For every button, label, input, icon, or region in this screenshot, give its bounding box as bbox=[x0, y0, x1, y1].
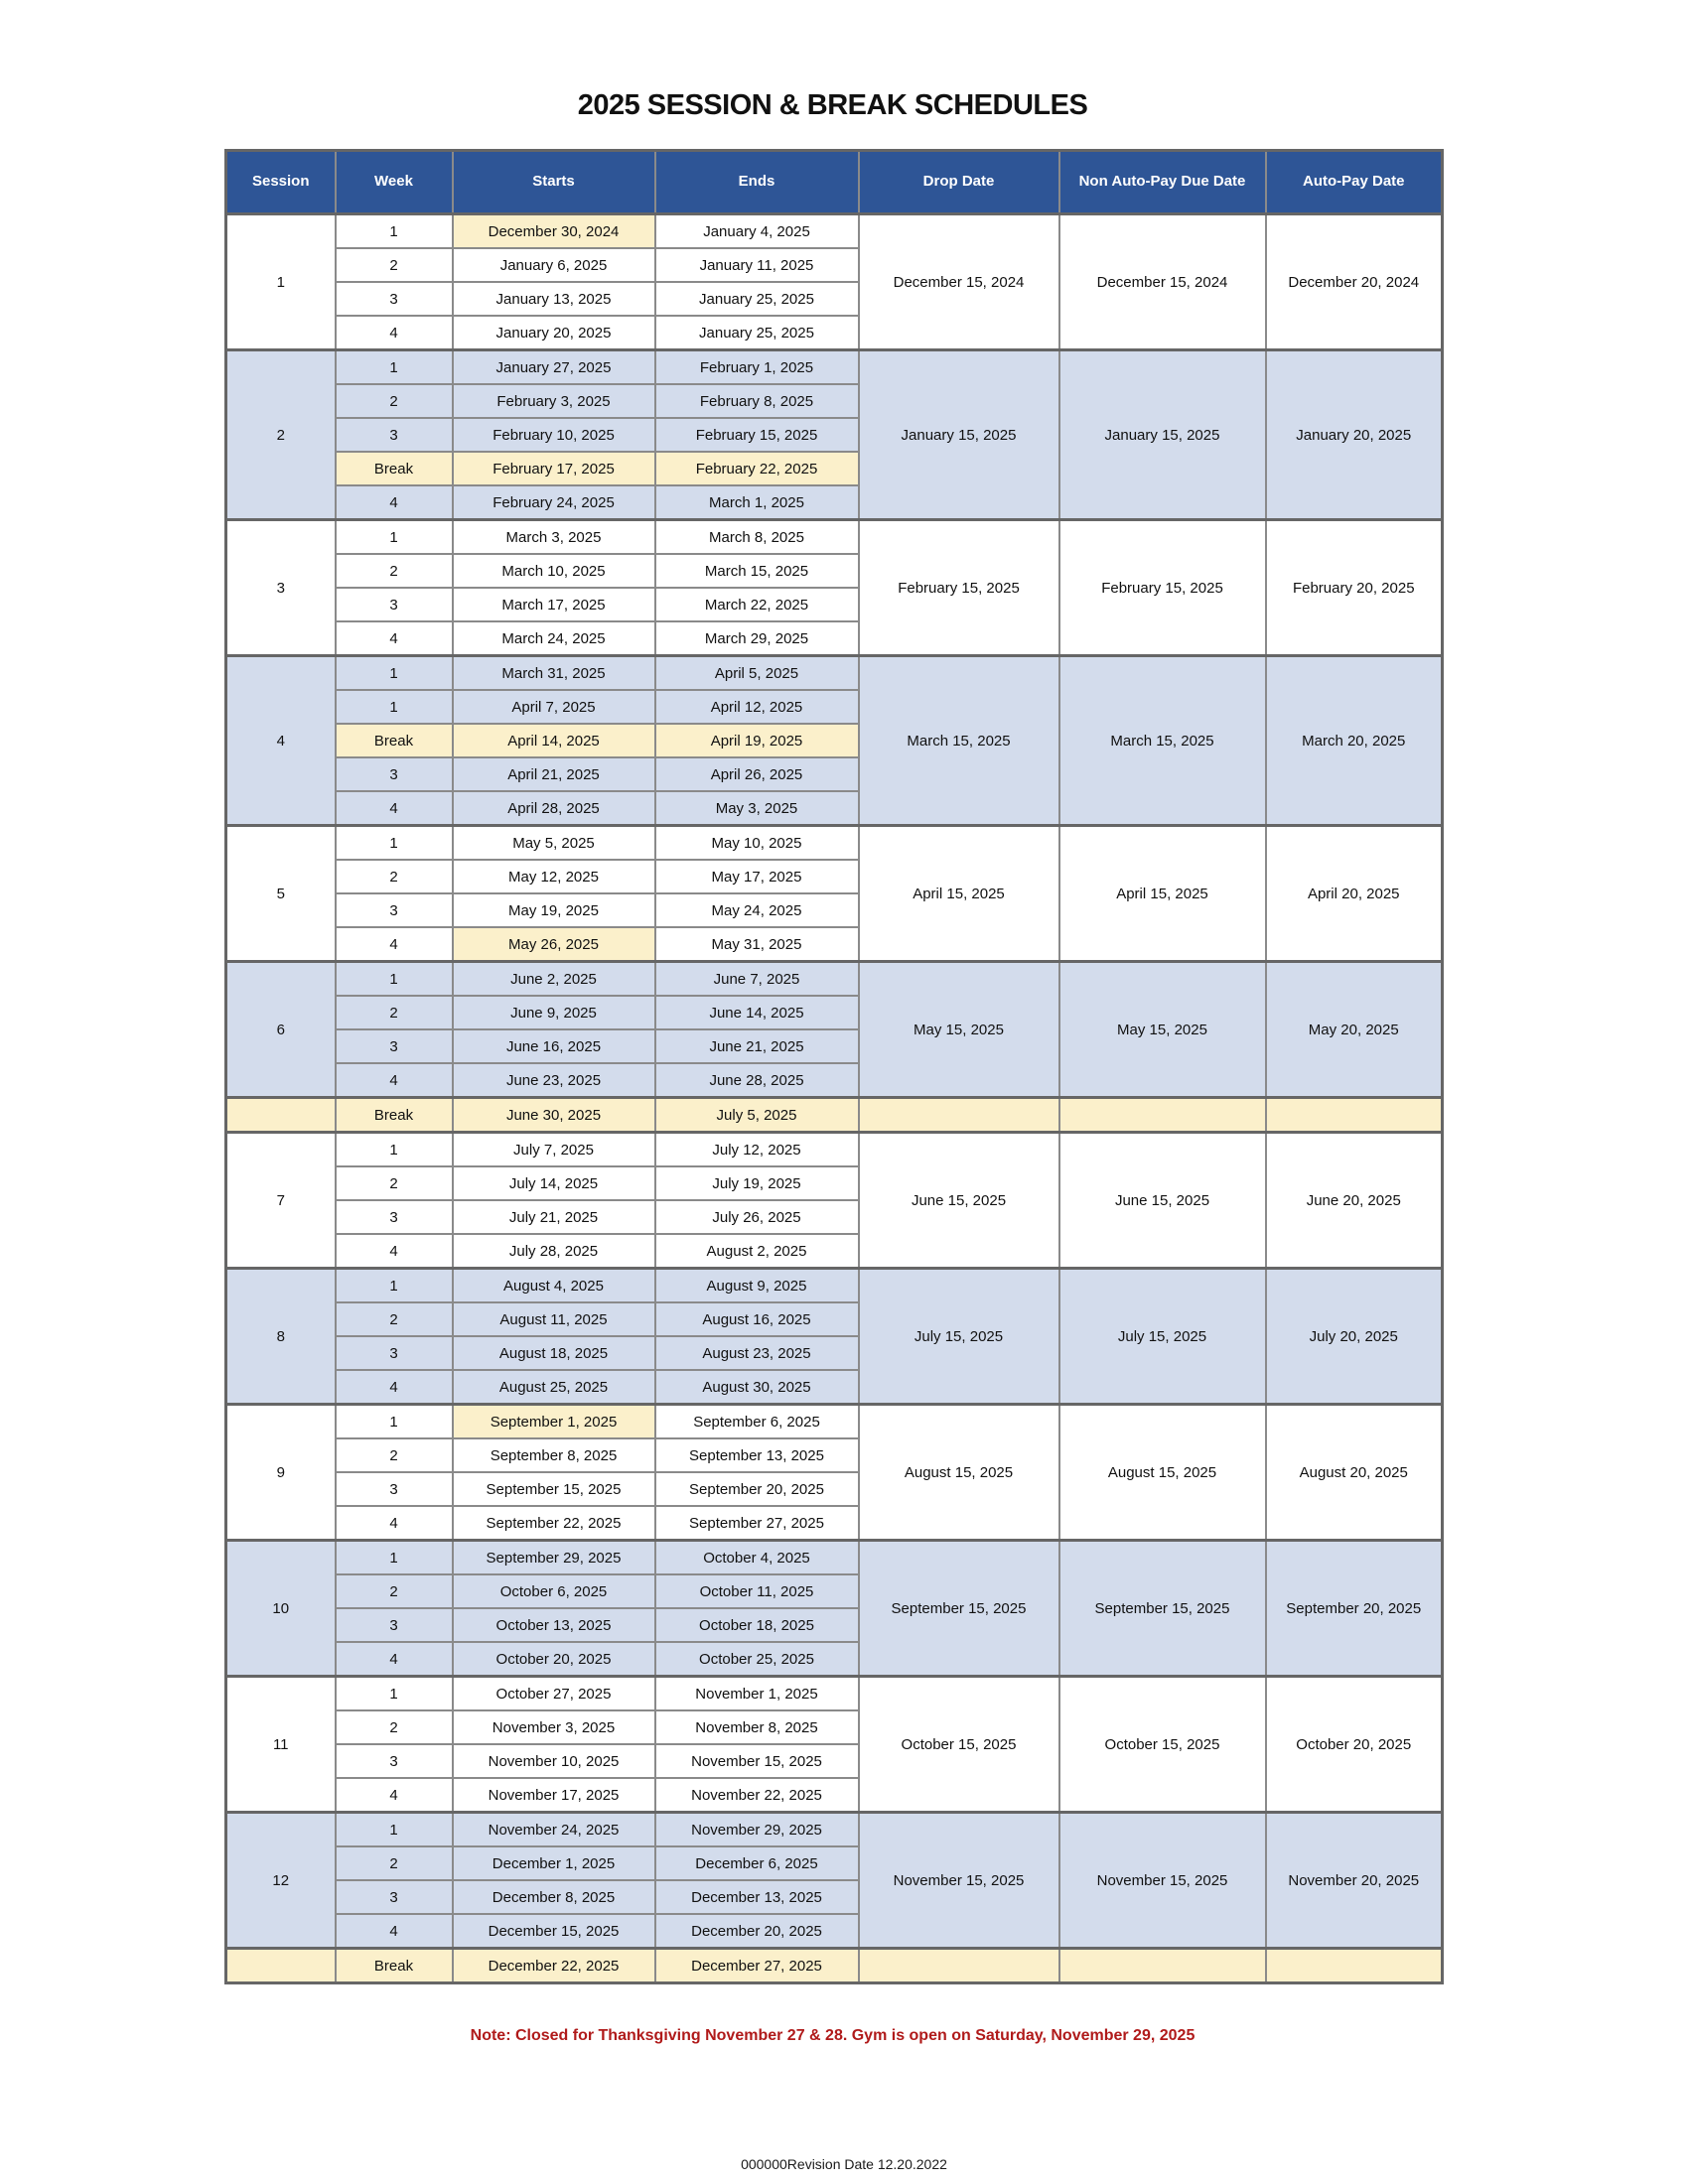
starts-cell: April 14, 2025 bbox=[453, 724, 655, 757]
col-header-starts: Starts bbox=[453, 151, 655, 214]
ends-cell: April 12, 2025 bbox=[655, 690, 859, 724]
week-cell: 2 bbox=[336, 996, 453, 1029]
ends-cell: September 27, 2025 bbox=[655, 1506, 859, 1541]
ends-cell: October 4, 2025 bbox=[655, 1541, 859, 1575]
drop-date-cell: November 15, 2025 bbox=[859, 1813, 1059, 1949]
starts-cell: June 9, 2025 bbox=[453, 996, 655, 1029]
week-cell: 1 bbox=[336, 1813, 453, 1847]
starts-cell: October 13, 2025 bbox=[453, 1608, 655, 1642]
week-cell: 1 bbox=[336, 1541, 453, 1575]
session-cell bbox=[226, 1098, 336, 1133]
starts-cell: October 27, 2025 bbox=[453, 1677, 655, 1711]
ends-cell: November 8, 2025 bbox=[655, 1710, 859, 1744]
ends-cell: June 7, 2025 bbox=[655, 962, 859, 997]
schedule-table bbox=[224, 149, 1444, 1984]
week-cell: Break bbox=[336, 452, 453, 485]
session-cell: 8 bbox=[226, 1269, 336, 1405]
auto-pay-cell: July 20, 2025 bbox=[1266, 1269, 1443, 1405]
schedule-row bbox=[226, 350, 1443, 385]
week-cell: 4 bbox=[336, 927, 453, 962]
starts-cell: March 3, 2025 bbox=[453, 520, 655, 555]
ends-cell: March 22, 2025 bbox=[655, 588, 859, 621]
ends-cell: October 25, 2025 bbox=[655, 1642, 859, 1677]
starts-cell: December 8, 2025 bbox=[453, 1880, 655, 1914]
starts-cell: February 3, 2025 bbox=[453, 384, 655, 418]
ends-cell: January 25, 2025 bbox=[655, 282, 859, 316]
non-auto-pay-cell: March 15, 2025 bbox=[1059, 656, 1266, 826]
drop-date-cell bbox=[859, 1098, 1059, 1133]
starts-cell: June 2, 2025 bbox=[453, 962, 655, 997]
auto-pay-cell: March 20, 2025 bbox=[1266, 656, 1443, 826]
auto-pay-cell: April 20, 2025 bbox=[1266, 826, 1443, 962]
week-cell: 1 bbox=[336, 962, 453, 997]
ends-cell: July 26, 2025 bbox=[655, 1200, 859, 1234]
ends-cell: May 3, 2025 bbox=[655, 791, 859, 826]
week-cell: 4 bbox=[336, 1506, 453, 1541]
drop-date-cell: July 15, 2025 bbox=[859, 1269, 1059, 1405]
week-cell: 3 bbox=[336, 418, 453, 452]
week-cell: 3 bbox=[336, 1880, 453, 1914]
non-auto-pay-cell: September 15, 2025 bbox=[1059, 1541, 1266, 1677]
drop-date-cell: September 15, 2025 bbox=[859, 1541, 1059, 1677]
session-cell: 6 bbox=[226, 962, 336, 1098]
week-cell: 1 bbox=[336, 214, 453, 249]
week-cell: 1 bbox=[336, 350, 453, 385]
ends-cell: January 11, 2025 bbox=[655, 248, 859, 282]
col-header-non-auto-pay-due-date: Non Auto-Pay Due Date bbox=[1059, 151, 1266, 214]
ends-cell: March 8, 2025 bbox=[655, 520, 859, 555]
starts-cell: March 17, 2025 bbox=[453, 588, 655, 621]
starts-cell: July 21, 2025 bbox=[453, 1200, 655, 1234]
session-cell: 3 bbox=[226, 520, 336, 656]
ends-cell: September 20, 2025 bbox=[655, 1472, 859, 1506]
week-cell: 1 bbox=[336, 826, 453, 861]
starts-cell: September 15, 2025 bbox=[453, 1472, 655, 1506]
starts-cell: November 17, 2025 bbox=[453, 1778, 655, 1813]
starts-cell: October 6, 2025 bbox=[453, 1574, 655, 1608]
week-cell: 3 bbox=[336, 282, 453, 316]
ends-cell: August 9, 2025 bbox=[655, 1269, 859, 1303]
week-cell: 3 bbox=[336, 1336, 453, 1370]
session-cell: 2 bbox=[226, 350, 336, 520]
starts-cell: May 26, 2025 bbox=[453, 927, 655, 962]
week-cell: 2 bbox=[336, 1166, 453, 1200]
starts-cell: July 7, 2025 bbox=[453, 1133, 655, 1167]
week-cell: 3 bbox=[336, 588, 453, 621]
ends-cell: May 10, 2025 bbox=[655, 826, 859, 861]
week-cell: 4 bbox=[336, 1642, 453, 1677]
week-cell: 2 bbox=[336, 1574, 453, 1608]
revision-footer: 000000Revision Date 12.20.2022 bbox=[741, 2156, 947, 2172]
starts-cell: January 20, 2025 bbox=[453, 316, 655, 350]
auto-pay-cell bbox=[1266, 1949, 1443, 1983]
starts-cell: June 23, 2025 bbox=[453, 1063, 655, 1098]
starts-cell: November 3, 2025 bbox=[453, 1710, 655, 1744]
week-cell: 3 bbox=[336, 1744, 453, 1778]
session-cell: 11 bbox=[226, 1677, 336, 1813]
week-cell: 4 bbox=[336, 1370, 453, 1405]
starts-cell: September 1, 2025 bbox=[453, 1405, 655, 1439]
ends-cell: March 15, 2025 bbox=[655, 554, 859, 588]
week-cell: 1 bbox=[336, 656, 453, 691]
auto-pay-cell: September 20, 2025 bbox=[1266, 1541, 1443, 1677]
week-cell: 2 bbox=[336, 860, 453, 893]
week-cell: 2 bbox=[336, 554, 453, 588]
drop-date-cell: March 15, 2025 bbox=[859, 656, 1059, 826]
week-cell: 2 bbox=[336, 248, 453, 282]
starts-cell: March 24, 2025 bbox=[453, 621, 655, 656]
week-cell: 4 bbox=[336, 1234, 453, 1269]
starts-cell: May 19, 2025 bbox=[453, 893, 655, 927]
session-cell: 10 bbox=[226, 1541, 336, 1677]
auto-pay-cell: June 20, 2025 bbox=[1266, 1133, 1443, 1269]
col-header-week: Week bbox=[336, 151, 453, 214]
col-header-session: Session bbox=[226, 151, 336, 214]
ends-cell: June 14, 2025 bbox=[655, 996, 859, 1029]
ends-cell: April 5, 2025 bbox=[655, 656, 859, 691]
starts-cell: October 20, 2025 bbox=[453, 1642, 655, 1677]
schedule-row bbox=[226, 1133, 1443, 1167]
starts-cell: June 16, 2025 bbox=[453, 1029, 655, 1063]
standalone-break-row bbox=[226, 1949, 1443, 1983]
ends-cell: November 1, 2025 bbox=[655, 1677, 859, 1711]
starts-cell: February 10, 2025 bbox=[453, 418, 655, 452]
week-cell: 1 bbox=[336, 520, 453, 555]
auto-pay-cell: August 20, 2025 bbox=[1266, 1405, 1443, 1541]
ends-cell: October 18, 2025 bbox=[655, 1608, 859, 1642]
week-cell: 2 bbox=[336, 1438, 453, 1472]
ends-cell: November 22, 2025 bbox=[655, 1778, 859, 1813]
starts-cell: December 15, 2025 bbox=[453, 1914, 655, 1949]
starts-cell: November 24, 2025 bbox=[453, 1813, 655, 1847]
ends-cell: November 29, 2025 bbox=[655, 1813, 859, 1847]
week-cell: 3 bbox=[336, 1200, 453, 1234]
ends-cell: September 6, 2025 bbox=[655, 1405, 859, 1439]
ends-cell: October 11, 2025 bbox=[655, 1574, 859, 1608]
auto-pay-cell: October 20, 2025 bbox=[1266, 1677, 1443, 1813]
drop-date-cell bbox=[859, 1949, 1059, 1983]
ends-cell: May 24, 2025 bbox=[655, 893, 859, 927]
week-cell: 3 bbox=[336, 1472, 453, 1506]
starts-cell: November 10, 2025 bbox=[453, 1744, 655, 1778]
ends-cell: May 17, 2025 bbox=[655, 860, 859, 893]
schedule-row bbox=[226, 1405, 1443, 1439]
starts-cell: March 10, 2025 bbox=[453, 554, 655, 588]
starts-cell: May 12, 2025 bbox=[453, 860, 655, 893]
starts-cell: January 6, 2025 bbox=[453, 248, 655, 282]
ends-cell: January 4, 2025 bbox=[655, 214, 859, 249]
starts-cell: March 31, 2025 bbox=[453, 656, 655, 691]
auto-pay-cell: December 20, 2024 bbox=[1266, 214, 1443, 350]
ends-cell: December 27, 2025 bbox=[655, 1949, 859, 1983]
auto-pay-cell: January 20, 2025 bbox=[1266, 350, 1443, 520]
ends-cell: December 6, 2025 bbox=[655, 1846, 859, 1880]
ends-cell: May 31, 2025 bbox=[655, 927, 859, 962]
drop-date-cell: December 15, 2024 bbox=[859, 214, 1059, 350]
ends-cell: July 12, 2025 bbox=[655, 1133, 859, 1167]
starts-cell: September 29, 2025 bbox=[453, 1541, 655, 1575]
schedule-row bbox=[226, 656, 1443, 691]
week-cell: 2 bbox=[336, 1846, 453, 1880]
ends-cell: April 19, 2025 bbox=[655, 724, 859, 757]
week-cell: 2 bbox=[336, 1710, 453, 1744]
week-cell: 4 bbox=[336, 621, 453, 656]
session-cell: 1 bbox=[226, 214, 336, 350]
non-auto-pay-cell: May 15, 2025 bbox=[1059, 962, 1266, 1098]
page-title: 2025 SESSION & BREAK SCHEDULES bbox=[577, 89, 1088, 121]
ends-cell: March 1, 2025 bbox=[655, 485, 859, 520]
starts-cell: September 8, 2025 bbox=[453, 1438, 655, 1472]
starts-cell: January 13, 2025 bbox=[453, 282, 655, 316]
week-cell: 4 bbox=[336, 791, 453, 826]
thanksgiving-note: Note: Closed for Thanksgiving November 27 & 28. Gym is open on Saturday, November 29, 2025 bbox=[470, 2027, 1196, 2044]
week-cell: 3 bbox=[336, 893, 453, 927]
week-cell: Break bbox=[336, 1949, 453, 1983]
drop-date-cell: May 15, 2025 bbox=[859, 962, 1059, 1098]
ends-cell: August 30, 2025 bbox=[655, 1370, 859, 1405]
drop-date-cell: February 15, 2025 bbox=[859, 520, 1059, 656]
ends-cell: January 25, 2025 bbox=[655, 316, 859, 350]
ends-cell: July 19, 2025 bbox=[655, 1166, 859, 1200]
auto-pay-cell: May 20, 2025 bbox=[1266, 962, 1443, 1098]
ends-cell: February 22, 2025 bbox=[655, 452, 859, 485]
non-auto-pay-cell: April 15, 2025 bbox=[1059, 826, 1266, 962]
session-cell: 4 bbox=[226, 656, 336, 826]
auto-pay-cell: February 20, 2025 bbox=[1266, 520, 1443, 656]
week-cell: 1 bbox=[336, 1677, 453, 1711]
week-cell: 1 bbox=[336, 1269, 453, 1303]
non-auto-pay-cell: December 15, 2024 bbox=[1059, 214, 1266, 350]
schedule-row bbox=[226, 520, 1443, 555]
week-cell: 3 bbox=[336, 1608, 453, 1642]
non-auto-pay-cell: October 15, 2025 bbox=[1059, 1677, 1266, 1813]
starts-cell: June 30, 2025 bbox=[453, 1098, 655, 1133]
week-cell: 4 bbox=[336, 1914, 453, 1949]
starts-cell: August 11, 2025 bbox=[453, 1302, 655, 1336]
non-auto-pay-cell: August 15, 2025 bbox=[1059, 1405, 1266, 1541]
week-cell: 1 bbox=[336, 690, 453, 724]
col-header-ends: Ends bbox=[655, 151, 859, 214]
starts-cell: August 4, 2025 bbox=[453, 1269, 655, 1303]
drop-date-cell: April 15, 2025 bbox=[859, 826, 1059, 962]
ends-cell: July 5, 2025 bbox=[655, 1098, 859, 1133]
ends-cell: February 15, 2025 bbox=[655, 418, 859, 452]
week-cell: 4 bbox=[336, 485, 453, 520]
starts-cell: July 14, 2025 bbox=[453, 1166, 655, 1200]
starts-cell: August 25, 2025 bbox=[453, 1370, 655, 1405]
ends-cell: February 1, 2025 bbox=[655, 350, 859, 385]
drop-date-cell: January 15, 2025 bbox=[859, 350, 1059, 520]
starts-cell: May 5, 2025 bbox=[453, 826, 655, 861]
ends-cell: September 13, 2025 bbox=[655, 1438, 859, 1472]
non-auto-pay-cell: February 15, 2025 bbox=[1059, 520, 1266, 656]
standalone-break-row bbox=[226, 1098, 1443, 1133]
non-auto-pay-cell: July 15, 2025 bbox=[1059, 1269, 1266, 1405]
ends-cell: November 15, 2025 bbox=[655, 1744, 859, 1778]
schedule-row bbox=[226, 826, 1443, 861]
week-cell: 4 bbox=[336, 1063, 453, 1098]
col-header-drop-date: Drop Date bbox=[859, 151, 1059, 214]
ends-cell: June 21, 2025 bbox=[655, 1029, 859, 1063]
ends-cell: August 16, 2025 bbox=[655, 1302, 859, 1336]
starts-cell: December 1, 2025 bbox=[453, 1846, 655, 1880]
non-auto-pay-cell: January 15, 2025 bbox=[1059, 350, 1266, 520]
starts-cell: February 17, 2025 bbox=[453, 452, 655, 485]
session-cell: 9 bbox=[226, 1405, 336, 1541]
starts-cell: April 7, 2025 bbox=[453, 690, 655, 724]
session-cell: 5 bbox=[226, 826, 336, 962]
schedule-row bbox=[226, 1677, 1443, 1711]
starts-cell: January 27, 2025 bbox=[453, 350, 655, 385]
schedule-row bbox=[226, 1269, 1443, 1303]
starts-cell: April 21, 2025 bbox=[453, 757, 655, 791]
schedule-row bbox=[226, 962, 1443, 997]
non-auto-pay-cell: November 15, 2025 bbox=[1059, 1813, 1266, 1949]
starts-cell: September 22, 2025 bbox=[453, 1506, 655, 1541]
week-cell: 1 bbox=[336, 1133, 453, 1167]
drop-date-cell: June 15, 2025 bbox=[859, 1133, 1059, 1269]
schedule-row bbox=[226, 214, 1443, 249]
non-auto-pay-cell bbox=[1059, 1098, 1266, 1133]
starts-cell: April 28, 2025 bbox=[453, 791, 655, 826]
ends-cell: December 20, 2025 bbox=[655, 1914, 859, 1949]
week-cell: 1 bbox=[336, 1405, 453, 1439]
ends-cell: April 26, 2025 bbox=[655, 757, 859, 791]
session-cell bbox=[226, 1949, 336, 1983]
starts-cell: February 24, 2025 bbox=[453, 485, 655, 520]
ends-cell: February 8, 2025 bbox=[655, 384, 859, 418]
ends-cell: December 13, 2025 bbox=[655, 1880, 859, 1914]
ends-cell: March 29, 2025 bbox=[655, 621, 859, 656]
starts-cell: December 30, 2024 bbox=[453, 214, 655, 249]
starts-cell: July 28, 2025 bbox=[453, 1234, 655, 1269]
schedule-row bbox=[226, 1813, 1443, 1847]
starts-cell: August 18, 2025 bbox=[453, 1336, 655, 1370]
starts-cell: December 22, 2025 bbox=[453, 1949, 655, 1983]
week-cell: 3 bbox=[336, 757, 453, 791]
session-cell: 7 bbox=[226, 1133, 336, 1269]
schedule-row bbox=[226, 1541, 1443, 1575]
week-cell: 4 bbox=[336, 316, 453, 350]
week-cell: 2 bbox=[336, 384, 453, 418]
header-row bbox=[226, 151, 1443, 214]
week-cell: 3 bbox=[336, 1029, 453, 1063]
col-header-auto-pay-date: Auto-Pay Date bbox=[1266, 151, 1443, 214]
non-auto-pay-cell bbox=[1059, 1949, 1266, 1983]
ends-cell: June 28, 2025 bbox=[655, 1063, 859, 1098]
non-auto-pay-cell: June 15, 2025 bbox=[1059, 1133, 1266, 1269]
drop-date-cell: October 15, 2025 bbox=[859, 1677, 1059, 1813]
week-cell: Break bbox=[336, 724, 453, 757]
week-cell: Break bbox=[336, 1098, 453, 1133]
session-cell: 12 bbox=[226, 1813, 336, 1949]
week-cell: 2 bbox=[336, 1302, 453, 1336]
auto-pay-cell bbox=[1266, 1098, 1443, 1133]
week-cell: 4 bbox=[336, 1778, 453, 1813]
drop-date-cell: August 15, 2025 bbox=[859, 1405, 1059, 1541]
ends-cell: August 2, 2025 bbox=[655, 1234, 859, 1269]
ends-cell: August 23, 2025 bbox=[655, 1336, 859, 1370]
auto-pay-cell: November 20, 2025 bbox=[1266, 1813, 1443, 1949]
